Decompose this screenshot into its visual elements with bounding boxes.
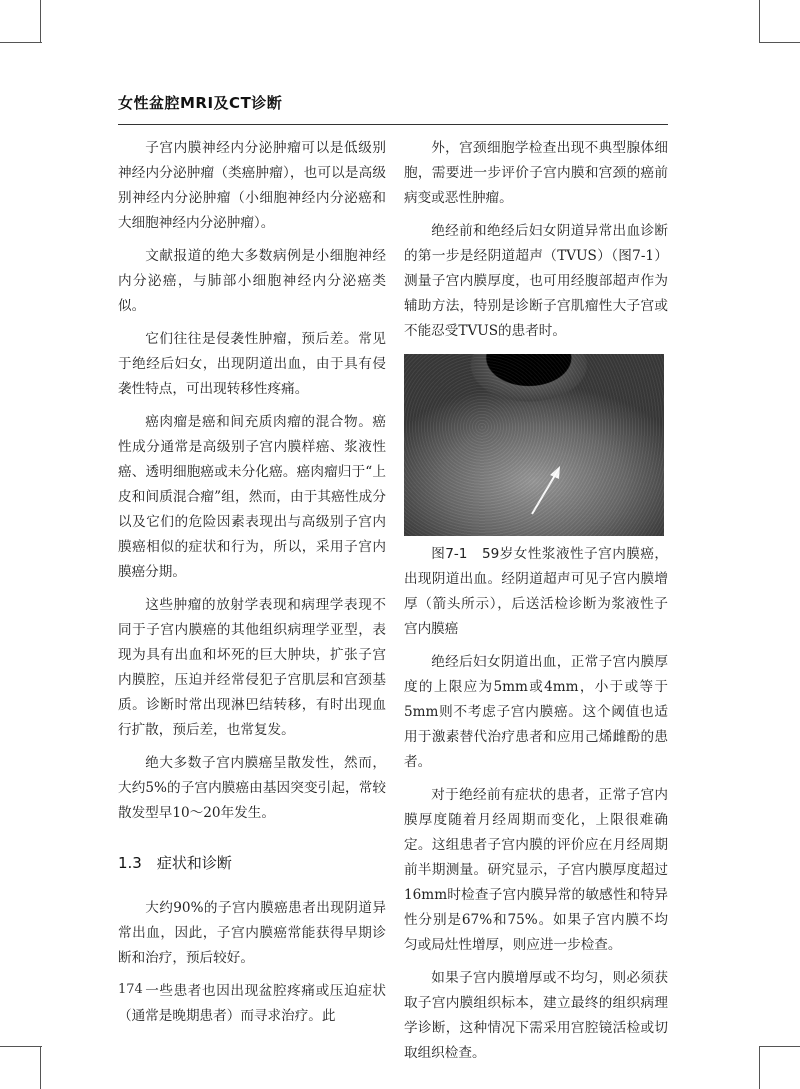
crop-mark bbox=[0, 1046, 42, 1047]
left-column bbox=[118, 136, 386, 1037]
crop-mark bbox=[759, 42, 800, 43]
crop-mark bbox=[759, 1046, 760, 1089]
ultrasound-figure bbox=[404, 354, 664, 536]
paragraph: 绝经后妇女阴道出血，正常子宫内膜厚度的上限应为5mm或4mm，小于或等于5mm则不考虑子宫内膜癌。这个阈值也适用于激素替代治疗患者和应用己烯雌酚的患者。 bbox=[404, 654, 668, 770]
paragraph: 一些患者也因出现盆腔疼痛或压迫症状（通常是晚期患者）而寻求治疗。此 bbox=[118, 983, 386, 1024]
paragraph: 它们往往是侵袭性肿瘤，预后差。常见于绝经后妇女，出现阴道出血，由于具有侵袭性特点，可出现转移性疼痛。 bbox=[118, 331, 386, 397]
paragraph: 子宫内膜神经内分泌肿瘤可以是低级别神经内分泌肿瘤（类癌肿瘤），也可以是高级别神经内分泌肿瘤（小细胞神经内分泌癌和大细胞神经内分泌肿瘤）。 bbox=[118, 140, 386, 231]
paragraph: 绝经前和绝经后妇女阴道异常出血诊断的第一步是经阴道超声（TVUS）（图7-1）测量子宫内膜厚度，也可用经腹部超声作为辅助方法，特别是诊断子宫肌瘤性大子宫或不能忍受TVUS的患者时。 bbox=[404, 223, 668, 339]
paragraph: 外，宫颈细胞学检查出现不典型腺体细胞，需要进一步评价子宫内膜和宫颈的癌前病变或恶性肿瘤。 bbox=[404, 140, 668, 206]
paragraph: 对于绝经前有症状的患者，正常子宫内膜厚度随着月经周期而变化，上限很难确定。这组患者子宫内膜的评价应在月经周期前半期测量。研究显示，子宫内膜厚度超过16mm时检查子宫内膜异常的敏感性和特异性分别是67%和75%。如果子宫内膜不均匀或局灶性增厚，则应进一步检查。 bbox=[404, 787, 668, 953]
arrow-icon bbox=[404, 354, 664, 536]
header-rule bbox=[118, 124, 668, 125]
crop-mark bbox=[40, 1046, 41, 1089]
paragraph: 如果子宫内膜增厚或不均匀，则必须获取子宫内膜组织标本，建立最终的组织病理学诊断，这种情况下需采用宫腔镜活检或切取组织检查。 bbox=[404, 970, 668, 1061]
paragraph: 大约90%的子宫内膜癌患者出现阴道异常出血，因此，子宫内膜癌常能获得早期诊断和治疗，预后较好。 bbox=[118, 900, 386, 966]
page-number: 174 bbox=[118, 982, 143, 997]
crop-mark bbox=[759, 0, 760, 42]
section-heading: 1.3 症状和诊断 bbox=[118, 854, 232, 872]
crop-mark bbox=[0, 42, 42, 43]
paragraph: 癌肉瘤是癌和间充质肉瘤的混合物。癌性成分通常是高级别子宫内膜样癌、浆液性癌、透明细胞癌或未分化癌。癌肉瘤归于“上皮和间质混合瘤”组，然而，由于其癌性成分以及它们的危险因素表现出与高级别子宫内膜癌相似的症状和行为，所以，采用子宫内膜癌分期。 bbox=[118, 414, 386, 580]
figure-caption: 图7-1 59岁女性浆液性子宫内膜癌，出现阴道出血。经阴道超声可见子宫内膜增厚（箭头所示），后送活检诊断为浆液性子宫内膜癌 bbox=[404, 546, 668, 637]
paragraph: 这些肿瘤的放射学表现和病理学表现不同于子宫内膜癌的其他组织病理学亚型，表现为具有出血和坏死的巨大肿块，扩张子宫内膜腔，压迫并经常侵犯子宫肌层和宫颈基质。诊断时常出现淋巴结转移，有时出现血行扩散，预后差，也常复发。 bbox=[118, 597, 386, 738]
running-header: 女性盆腔MRI及CT诊断 bbox=[118, 94, 283, 112]
crop-mark bbox=[40, 0, 41, 42]
paragraph: 绝大多数子宫内膜癌呈散发性，然而，大约5%的子宫内膜癌由基因突变引起，常较散发型早10～20年发生。 bbox=[118, 755, 386, 821]
crop-mark bbox=[759, 1046, 800, 1047]
right-column bbox=[404, 136, 668, 1074]
paragraph: 文献报道的绝大多数病例是小细胞神经内分泌癌，与肺部小细胞神经内分泌癌类似。 bbox=[118, 248, 386, 314]
